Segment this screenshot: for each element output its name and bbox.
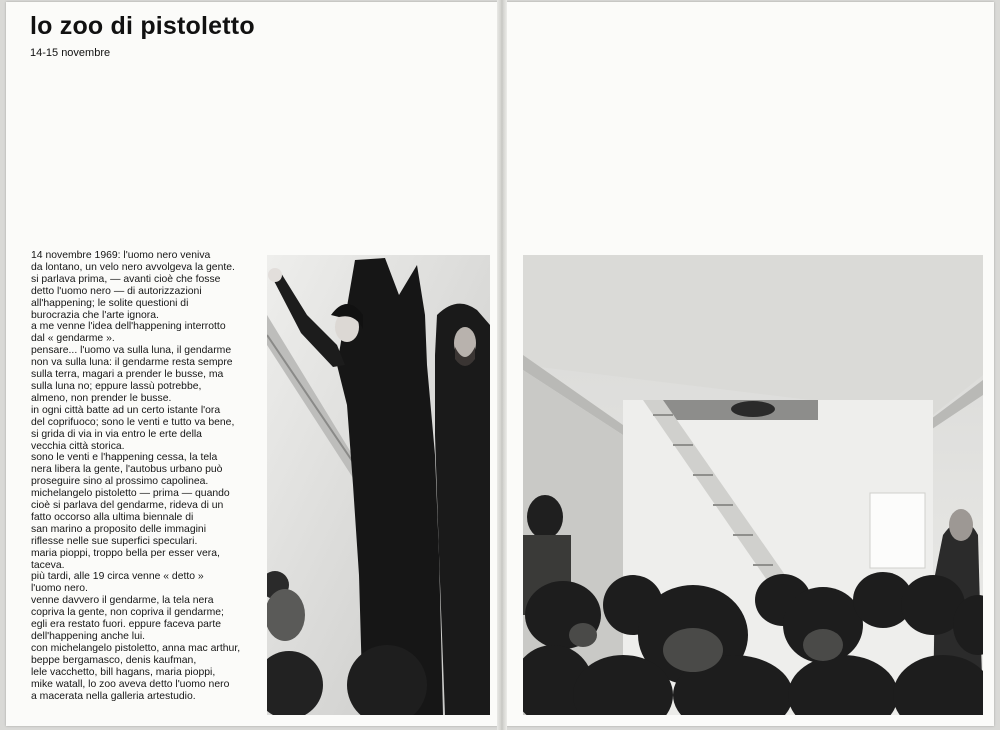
text-line: maria pioppi, troppo bella per esser vera, <box>31 547 220 559</box>
text-line: nera libera la gente, l'autobus urbano può <box>31 464 223 476</box>
text-line: a me venne l'idea dell'happening interrotto <box>31 321 226 333</box>
text-line: riflesse nelle sue superfici speculari. <box>31 535 198 547</box>
text-line: almeno, non prender le busse. <box>31 392 172 404</box>
text-line: sulla terra, magari a prender le busse, ma <box>31 369 224 381</box>
book-gutter <box>497 0 507 730</box>
text-line: 14 novembre 1969: l'uomo nero veniva <box>31 250 211 261</box>
text-line: egli era restato fuori. eppure faceva parte <box>31 619 222 631</box>
text-line: più tardi, alle 19 circa venne « detto » <box>31 571 204 583</box>
text-line: copriva la gente, non copriva il gendarme; <box>31 607 224 619</box>
text-line: detto l'uomo nero — di autorizzazioni <box>31 285 202 297</box>
text-line: dell'happening anche lui. <box>31 631 146 642</box>
text-line: beppe bergamasco, denis kaufman, <box>31 654 197 666</box>
text-line: cioè si parlava del gendarme, rideva di un <box>31 500 224 512</box>
text-line: dal « gendarme ». <box>31 333 115 345</box>
text-line: mike watall, lo zoo aveva detto l'uomo nero <box>31 678 230 690</box>
text-line: in ogni città batte ad un certo istante l'ora <box>31 404 221 416</box>
text-line: sono le venti e l'happening cessa, la tela <box>31 452 218 464</box>
text-line: michelangelo pistoletto — prima — quando <box>31 488 230 500</box>
text-line: non va sulla luna: il gendarme resta sempre <box>31 357 233 369</box>
text-line: burocrazia che l'arte ignora. <box>31 309 159 321</box>
audience-photo-image <box>523 255 983 715</box>
text-line: con michelangelo pistoletto, anna mac arthur, <box>31 642 241 654</box>
event-dates: 14-15 novembre <box>30 47 111 59</box>
text-line: taceva. <box>31 559 65 571</box>
text-line: a macerata nella galleria artestudio. <box>31 690 196 702</box>
text-line: venne davvero il gendarme, la tela nera <box>31 595 214 607</box>
performer-photo <box>267 255 490 715</box>
text-line: sulla luna no; eppure lassù potrebbe, <box>31 380 202 392</box>
text-line: da lontano, un velo nero avvolgeva la gente. <box>31 261 235 273</box>
text-line: proseguire sino al prossimo capolinea. <box>31 476 209 488</box>
page-title: lo zoo di pistoletto <box>30 12 255 40</box>
text-line: del coprifuoco; sono le venti e tutto va bene, <box>31 416 235 428</box>
article-text <box>31 250 271 702</box>
text-line: san marino a proposito delle immagini <box>31 523 206 535</box>
text-line: vecchia città storica. <box>31 440 125 452</box>
text-line: all'happening; le solite questioni di <box>31 297 189 309</box>
text-line: l'uomo nero. <box>31 583 88 595</box>
text-line: lele vacchetto, bill hagans, maria pioppi, <box>31 666 216 678</box>
performer-photo-image <box>267 255 490 715</box>
text-line: pensare... l'uomo va sulla luna, il gendarme <box>31 345 232 357</box>
text-line: si parlava prima, — avanti cioè che fosse <box>31 273 221 285</box>
audience-photo <box>523 255 983 715</box>
text-line: si grida di via in via entro le erte della <box>31 428 202 440</box>
text-line: fatto occorso alla ultima biennale di <box>31 511 194 523</box>
